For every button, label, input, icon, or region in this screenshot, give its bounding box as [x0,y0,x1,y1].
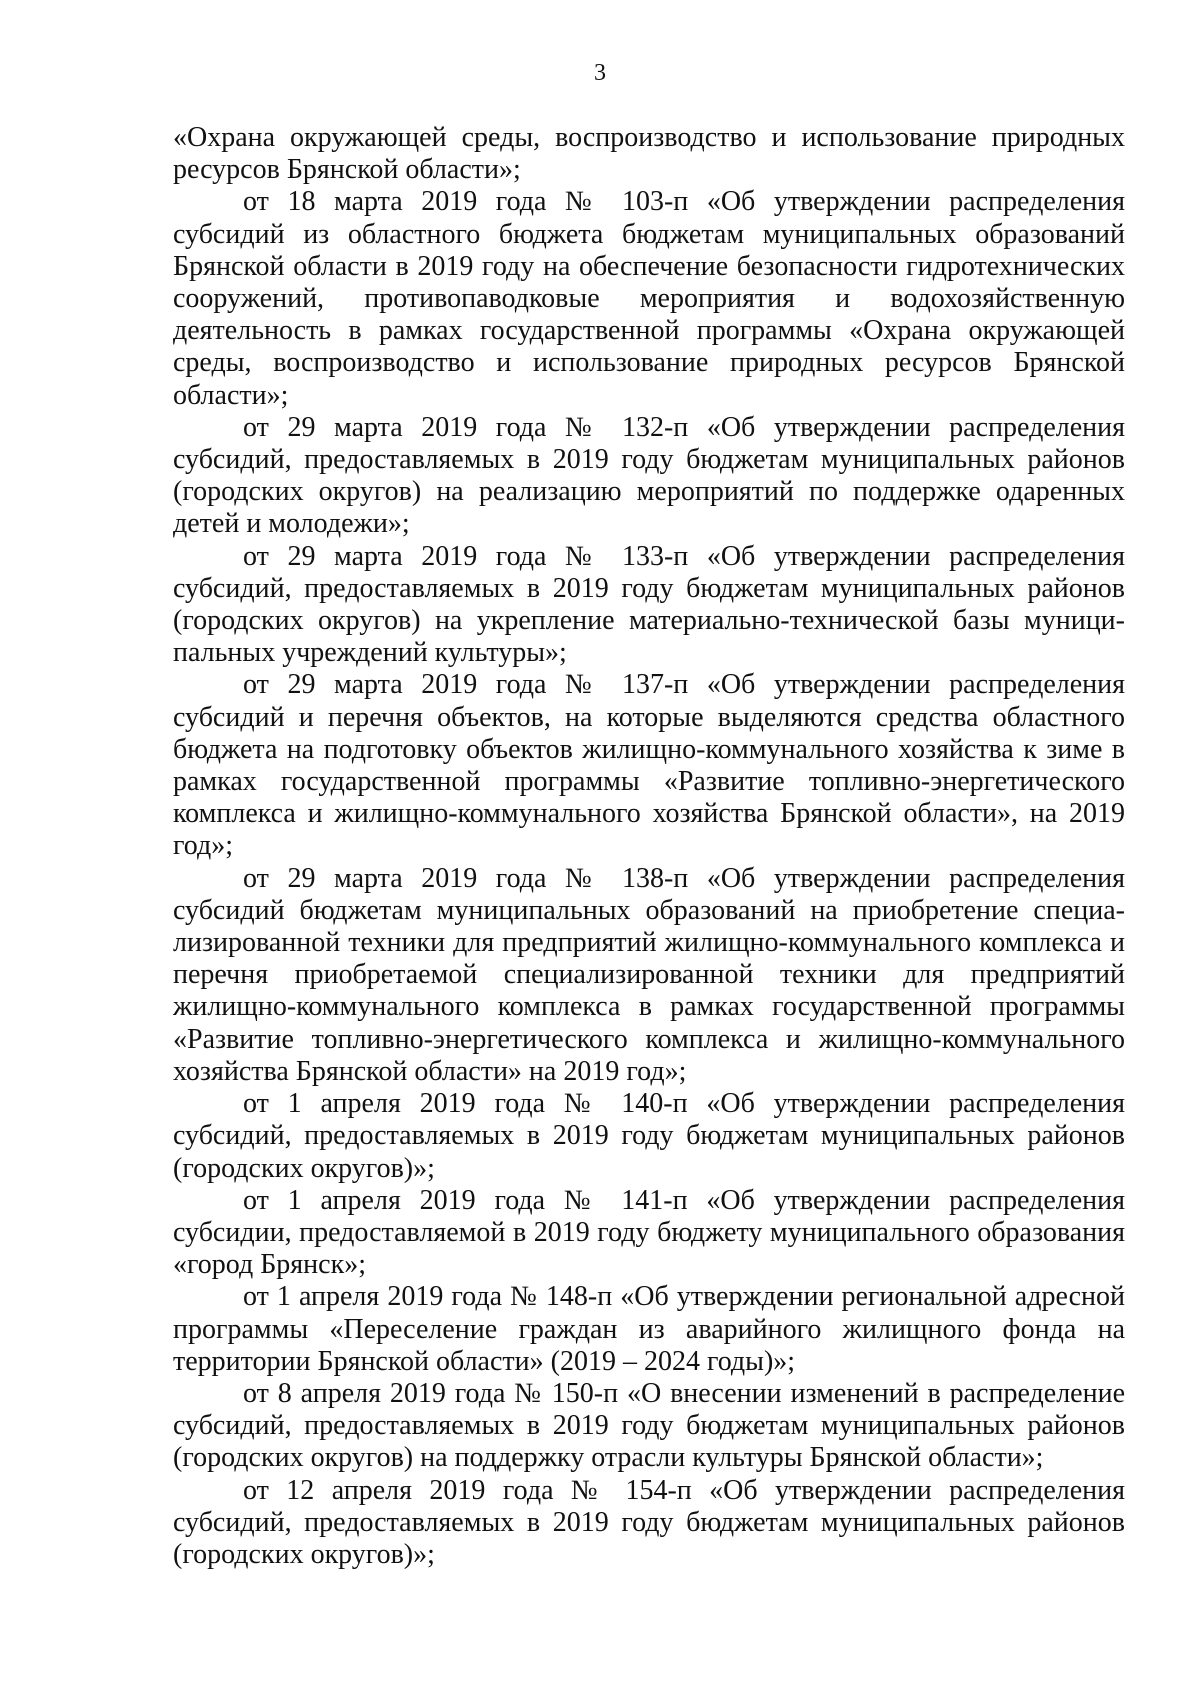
paragraph-decree-140: от 1 апреля 2019 года № 140-п «Об утверждении распределения субсидий, предоставляемых в 2019 году бюджетам муниципальных районов (городских округов)»; [173,1088,1125,1184]
paragraph-decree-150: от 8 апреля 2019 года № 150-п «О внесении изменений в распределение субсидий, предоставляемых в 2019 году бюджетам муниципальных районов (городских округов) на поддержку отрасли культуры Брянской области»; [173,1377,1125,1474]
paragraph-decree-137: от 29 марта 2019 года № 137-п «Об утверждении распределения субсидий и перечня объектов, на которые выделяются средства областного бюджета на подготовку объектов жилищно-коммунального хозяйства к зиме в рамках государственной программы «Развитие топливно-энергетического комплекса и жилищно-коммунального хозяйства Брянской области», на 2019 год»; [173,669,1125,862]
paragraph-decree-103: от 18 марта 2019 года № 103-п «Об утверждении распределения субсидий из областного бюджета бюджетам муниципальных образований Брянской области в 2019 году на обеспечение безопасности гидротехнических сооружений, противопаводковые мероприятия и водохозяйственную деятельность в рамках государственной программы «Охрана окружающей среды, воспроизводство и использование природных ресурсов Брянской области»; [173,186,1125,411]
paragraph-decree-132: от 29 марта 2019 года № 132-п «Об утверждении распределения субсидий, предоставляемых в 2019 году бюджетам муниципальных районов (городских округов) на реализацию мероприятий по поддержке одаренных детей и молодежи»; [173,411,1125,540]
paragraph-decree-141: от 1 апреля 2019 года № 141-п «Об утверждении распределения субсидии, предоставляемой в 2019 году бюджету муниципального образования «город Брянск»; [173,1184,1125,1281]
paragraph-decree-148: от 1 апреля 2019 года № 148-п «Об утверждении региональной адресной программы «Переселение граждан из аварийного жилищного фонда на территории Брянской области» (2019 – 2024 годы)»; [173,1281,1125,1377]
paragraph-decree-138: от 29 марта 2019 года № 138-п «Об утверждении распределения субсидий бюджетам муниципальных образований на приобретение специализированной техники для предприятий жилищно-коммунального комплекса и перечня приобретаемой специализированной техники для предприятий жилищно-коммунального комплекса в рамках государственной программы «Развитие топливно-энергетического комплекса и жилищно-коммунального хозяйства Брянской области» на 2019 год»; [173,862,1125,1087]
paragraph-decree-154: от 12 апреля 2019 года № 154-п «Об утверждении распределения субсидий, предоставляемых в 2019 году бюджетам муниципальных районов (городских округов)»; [173,1474,1125,1570]
paragraph-continuation: «Охрана окружающей среды, воспроизводство и использование природных ресурсов Брянской области»; [173,122,1125,186]
paragraph-decree-133: от 29 марта 2019 года № 133-п «Об утверждении распределения субсидий, предоставляемых в 2019 году бюджетам муниципальных районов (городских округов) на укрепление материально-технической базы муниципальных учреждений культуры»; [173,540,1125,669]
page-number: 3 [594,60,606,86]
document-body [173,122,1125,1571]
